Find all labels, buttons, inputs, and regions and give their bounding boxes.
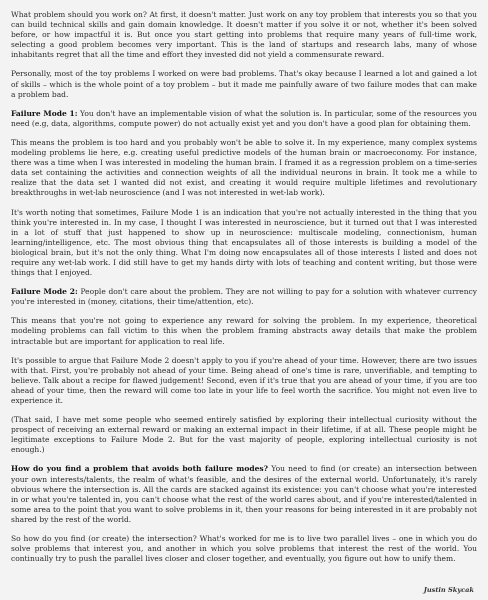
paragraph-intro: What problem should you work on? At first, it doesn't matter. Just work on any toy problem that interests you so that you can build technical skills and gain domain knowledge. It doesn't matter if you solve it or not, whether it's been solved before, or how impactful it is. But once you start getting into problems that require many years of full-time work, selecting a good problem becomes very important. This is the land of startups and research labs, many of whose inhabitants regret that all the time and effort they invested did not yield a commensurate reward. <box>11 10 477 60</box>
failure-mode-2-heading: Failure Mode 2: <box>11 287 78 297</box>
paragraph-ahead-of-time: It's possible to argue that Failure Mode 2 doesn't apply to you if you're ahead of your time. However, there are two issues with that. First, you're probably not ahead of your time. Being ahead of one's time is rare, unverifiable, and tempting to believe. Talk about a recipe for flawed judgement! Second, even if it's true that you are ahead of your time, if you are too ahead of your time, then the reward will come too late in your life to feel worth the sacrifice. You might not even live to experience it. <box>11 355 477 405</box>
author-signature: Justin Skycak <box>423 586 474 594</box>
intersection-text: You need to find (or create) an intersection between your own interests/talents, the realm of what's feasible, and the desires of the external world. Unfortunately, it's rarely obvious where the intersection is. All the cards are stacked against its existence: you can't choose what you're interested in or what you're talented in, you can't choose what the rest of the world cares about, and if you're interested/talented in some area to the point that you want to solve problems in it, then your reasons for being interested in it are probably not shared by the rest of the world. <box>11 464 477 524</box>
paragraph-failure-mode-1 <box>11 109 477 129</box>
paragraph-failure-mode-2 <box>11 287 477 307</box>
paragraph-intersection <box>11 464 477 525</box>
failure-mode-2-text: People don't care about the problem. They are not willing to pay for a solution with whatever currency you're interested in (money, citations, their time/attention, etc). <box>11 287 477 307</box>
paragraph-parallel-lives: So how do you find (or create) the intersection? What's worked for me is to live two parallel lives – one in which you do solve problems that interest you, and another in which you solve problems that interest the rest of the world. You continually try to push the parallel lives closer and closer together, and eventually, you figure out how to unify them. <box>11 534 477 564</box>
intersection-heading: How do you find a problem that avoids both failure modes? <box>11 464 268 474</box>
paragraph-interest-note: It's worth noting that sometimes, Failure Mode 1 is an indication that you're not actually interested in the thing that you think you're interested in. In my case, I thought I was interested in neuroscience, but it turned out that I was interested in a lot of stuff that just happened to show up in neuroscience: multiscale modeling, connectionism, human learning/intelligence, etc. The most obvious thing that encapsulates all of those interests is building a model of the biological brain, but it's not the only thing. What I'm doing now encapsulates all of those interests I listed and does not require any wet-lab work. I did still have to get my hands dirty with lots of teaching and content writing, but those were things that I enjoyed. <box>11 207 477 278</box>
failure-mode-1-text: You don't have an implementable vision of what the solution is. In particular, some of the resources you need (e.g, data, algorithms, compute power) do not actually exist yet and you don't have a good plan for obtaining them. <box>11 108 477 128</box>
paragraph-toy-problems: Personally, most of the toy problems I worked on were bad problems. That's okay because I learned a lot and gained a lot of skills – which is the whole point of a toy problem – but it made me painfully aware of two failure modes that can make a problem bad. <box>11 69 477 99</box>
paragraph-exceptions: (That said, I have met some people who seemed entirely satisfied by exploring their intellectual curiosity without the prospect of receiving an external reward or making an external impact in their lifetime, if at all. These people might be legitimate exceptions to Failure Mode 2. But for the vast majority of people, exploring intellectual curiosity is not enough.) <box>11 415 477 455</box>
paragraph-too-hard: This means the problem is too hard and you probably won't be able to solve it. In my experience, many complex systems modeling problems lie here, e.g. creating useful predictive models of the human brain or macroeconomy. For instance, there was a time when I was interested in modeling the human brain. I framed it as a regression problem on a time-series data set containing the activities and connection weights of all the individual neurons in brain. It took me a while to realize that the data set I wanted did not exist, and creating it would require multiple lifetimes and revolutionary breakthroughs in wet-lab neuroscience (and I was not interested in wet-lab work). <box>11 137 477 198</box>
paragraph-no-reward: This means that you're not going to experience any reward for solving the problem. In my experience, theoretical modeling problems can fall victim to this when the problem framing abstracts away details that make the problem intractable but are important for application to real life. <box>11 316 477 346</box>
failure-mode-1-heading: Failure Mode 1: <box>11 108 78 118</box>
